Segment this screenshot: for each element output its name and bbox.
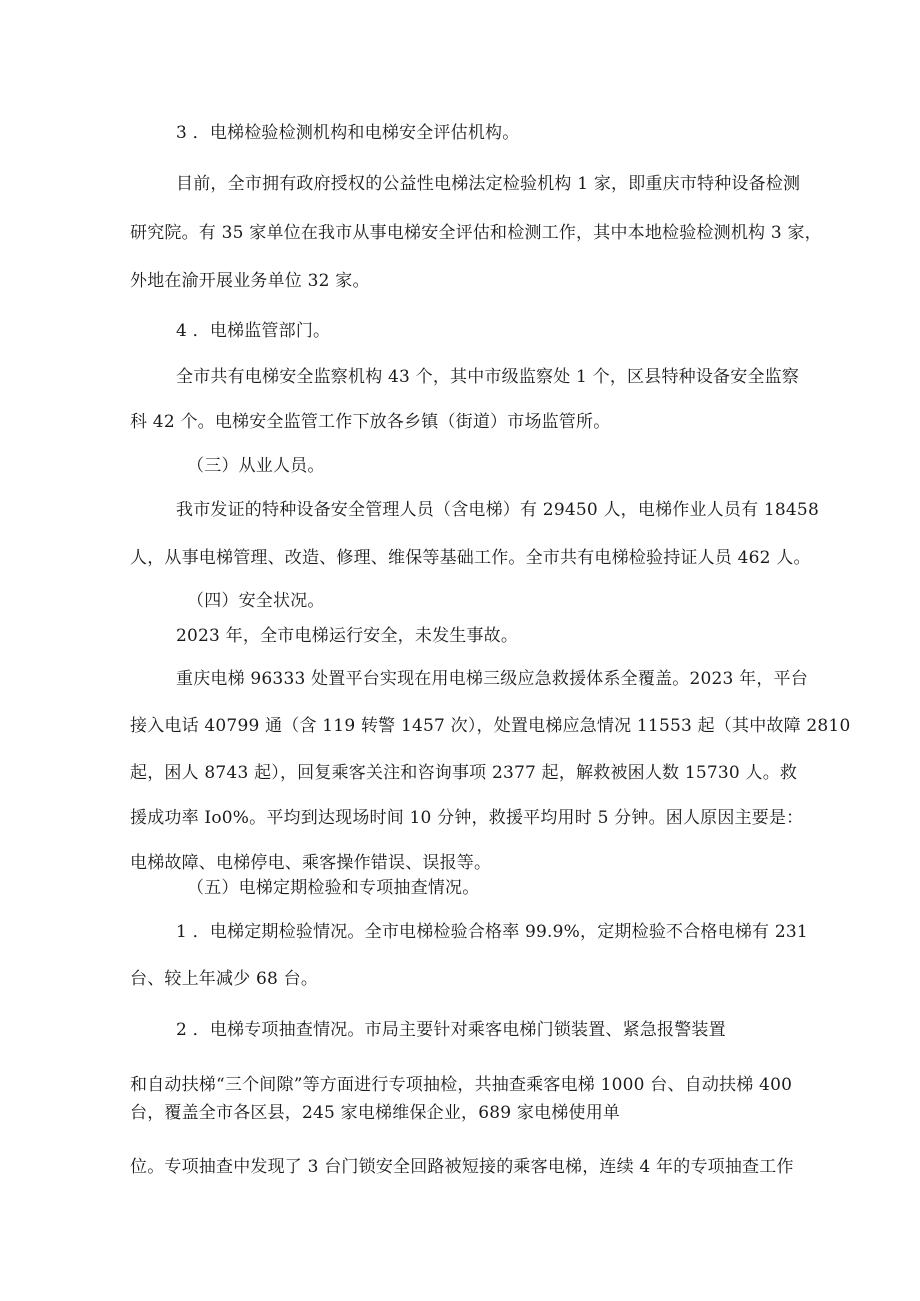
paragraph-line: 1 ．电梯定期检验情况。全市电梯检验合格率 99.9%，定期检验不合格电梯有 231 — [176, 922, 808, 942]
section-heading-5: （五）电梯定期检验和专项抽查情况。 — [187, 878, 480, 898]
paragraph-line: 台，覆盖全市各区县，245 家电梯维保企业，689 家电梯使用单 — [130, 1103, 621, 1123]
paragraph-line: 2023 年，全市电梯运行安全，未发生事故。 — [176, 626, 519, 646]
heading-item-3: 3 ．电梯检验检测机构和电梯安全评估机构。 — [176, 123, 520, 143]
section-heading-3: （三）从业人员。 — [187, 456, 325, 476]
paragraph-line: 我市发证的特种设备安全管理人员（含电梯）有 29450 人，电梯作业人员有 18458 — [176, 500, 819, 520]
section-heading-4: （四）安全状况。 — [187, 591, 325, 611]
paragraph-line: 全市共有电梯安全监察机构 43 个，其中市级监察处 1 个，区县特种设备安全监察 — [176, 367, 800, 387]
paragraph-line: 科 42 个。电梯安全监管工作下放各乡镇（街道）市场监管所。 — [130, 412, 611, 432]
paragraph-line: 2 ．电梯专项抽查情况。市局主要针对乘客电梯门锁装置、紧急报警装置 — [176, 1020, 726, 1040]
paragraph-line: 重庆电梯 96333 处置平台实现在用电梯三级应急救援体系全覆盖。2023 年，平台 — [176, 669, 808, 689]
paragraph-line: 研究院。有 35 家单位在我市从事电梯安全评估和检测工作，其中本地检验检测机构 3 家， — [130, 223, 822, 243]
paragraph-line: 位。专项抽查中发现了 3 台门锁安全回路被短接的乘客电梯，连续 4 年的专项抽查工作 — [130, 1157, 794, 1177]
paragraph-line: 外地在渝开展业务单位 32 家。 — [130, 271, 370, 291]
paragraph-line: 接入电话 40799 通（含 119 转警 1457 次），处置电梯应急情况 11553 起（其中故障 2810 — [130, 716, 851, 736]
paragraph-line: 援成功率 Io0%。平均到达现场时间 10 分钟，救援平均用时 5 分钟。困人原因主要是： — [130, 808, 804, 828]
paragraph-line: 和自动扶梯“三个间隙”等方面进行专项抽检，共抽查乘客电梯 1000 台、自动扶梯 400 — [130, 1075, 793, 1095]
paragraph-line: 起，困人 8743 起），回复乘客关注和咨询事项 2377 起，解救被困人数 15730 人。救 — [130, 763, 798, 783]
paragraph-line: 目前，全市拥有政府授权的公益性电梯法定检验机构 1 家，即重庆市特种设备检测 — [176, 174, 801, 194]
paragraph-line: 台、较上年减少 68 台。 — [130, 969, 319, 989]
paragraph-line: 电梯故障、电梯停电、乘客操作错误、误报等。 — [130, 853, 492, 873]
heading-item-4: 4 ．电梯监管部门。 — [176, 321, 331, 341]
paragraph-line: 人，从事电梯管理、改造、修理、维保等基础工作。全市共有电梯检验持证人员 462 人。 — [130, 548, 811, 568]
